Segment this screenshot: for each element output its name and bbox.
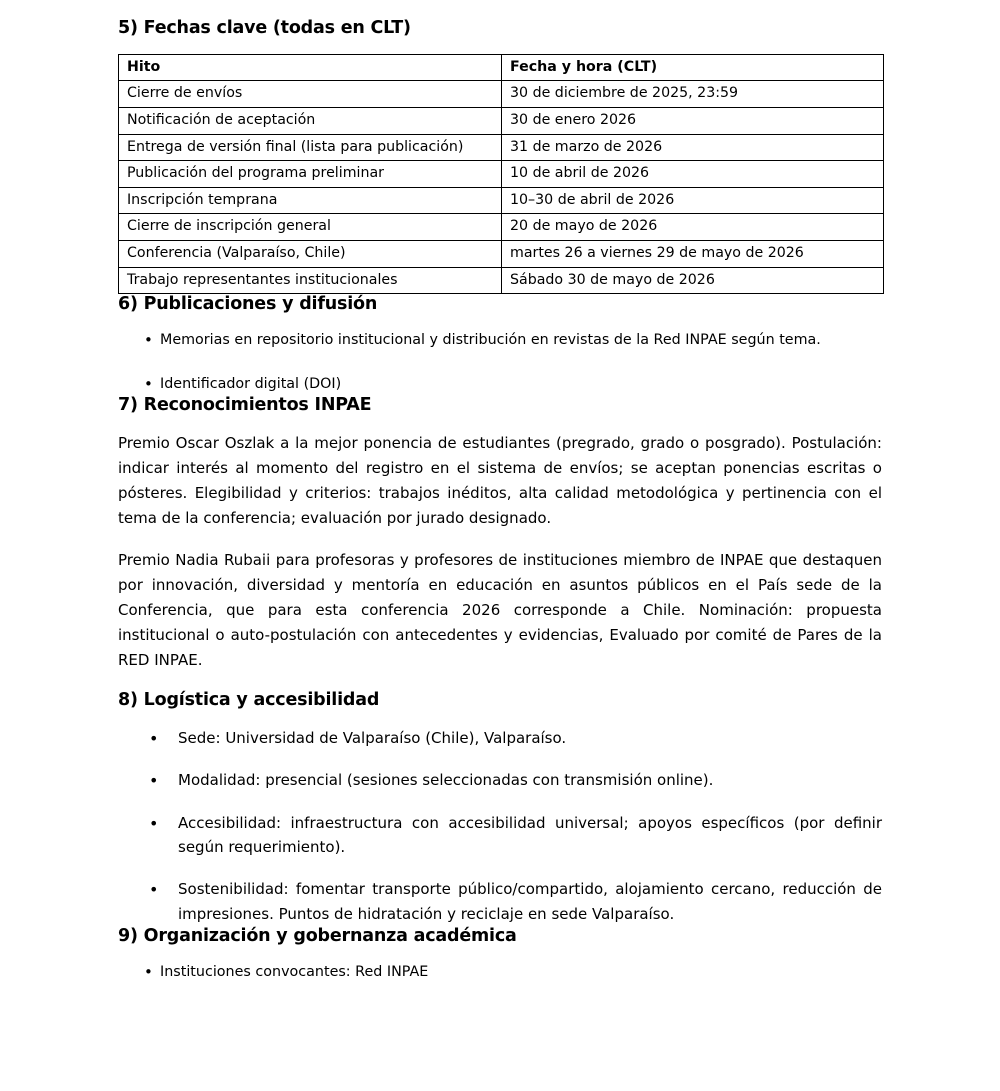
- cell-fecha: 10 de abril de 2026: [502, 161, 884, 188]
- section-heading-publicaciones: 6) Publicaciones y difusión: [118, 294, 378, 315]
- column-header-fecha: Fecha y hora (CLT): [502, 54, 884, 81]
- paragraph-premio-rubaii: Premio Nadia Rubaii para profesoras y profesores de instituciones miembro de INPAE que destaquen por innovación, diversidad y mentoría en educación en asuntos públicos en el País sede de la Conferencia, que para esta conferencia 2026 corresponde a Chile. Nominación: propuesta institucional o auto-postulación con antecedentes y evidencias, Evaluado por comité de Pares de la RED INPAE.: [118, 551, 882, 670]
- cell-fecha: 20 de mayo de 2026: [502, 214, 884, 241]
- cell-hito: Publicación del programa preliminar: [119, 161, 502, 188]
- key-dates-table: [118, 54, 884, 294]
- list-item: • Accesibilidad: infraestructura con accesibilidad universal; apoyos específicos (por definir según requerimiento).: [118, 811, 882, 860]
- organizacion-list: [118, 962, 882, 983]
- cell-fecha: martes 26 a viernes 29 de mayo de 2026: [502, 241, 884, 268]
- table-row: [119, 134, 884, 161]
- list-item: • Sede: Universidad de Valparaíso (Chile), Valparaíso.: [118, 726, 882, 750]
- cell-fecha: 30 de diciembre de 2025, 23:59: [502, 81, 884, 108]
- table-row: [119, 267, 884, 294]
- paragraph-premio-oszlak: Premio Oscar Oszlak a la mejor ponencia de estudiantes (pregrado, grado o posgrado). Postulación: indicar interés al momento del registro en el sistema de envíos; se aceptan ponencias escritas o pósteres. Elegibilidad y criterios: trabajos inéditos, alta calidad metodológica y pertinencia con el tema de la conferencia; evaluación por jurado designado.: [118, 433, 882, 527]
- table-row: [119, 108, 884, 135]
- cell-hito: Entrega de versión final (lista para publicación): [119, 134, 502, 161]
- list-item: • Instituciones convocantes: Red INPAE: [118, 962, 882, 983]
- table-row: [119, 241, 884, 268]
- cell-hito: Inscripción temprana: [119, 187, 502, 214]
- cell-fecha: 31 de marzo de 2026: [502, 134, 884, 161]
- list-item: • Memorias en repositorio institucional y distribución en revistas de la Red INPAE según tema.: [118, 330, 882, 351]
- section-heading-organizacion: 9) Organización y gobernanza académica: [118, 925, 517, 946]
- cell-hito: Cierre de envíos: [119, 81, 502, 108]
- section-heading-logistica: 8) Logística y accesibilidad: [118, 690, 380, 711]
- cell-fecha: 30 de enero 2026: [502, 108, 884, 135]
- table-row: [119, 81, 884, 108]
- cell-hito: Conferencia (Valparaíso, Chile): [119, 241, 502, 268]
- cell-hito: Trabajo representantes institucionales: [119, 267, 502, 294]
- table-row: [119, 214, 884, 241]
- column-header-hito: Hito: [119, 54, 502, 81]
- logistica-list: [118, 726, 882, 926]
- section-heading-fechas-clave: 5) Fechas clave (todas en CLT): [118, 18, 411, 38]
- list-item: • Identificador digital (DOI): [118, 374, 882, 395]
- list-item: • Modalidad: presencial (sesiones seleccionadas con transmisión online).: [118, 768, 882, 792]
- list-item: • Sostenibilidad: fomentar transporte público/compartido, alojamiento cercano, reducción de impresiones. Puntos de hidratación y reciclaje en sede Valparaíso.: [118, 877, 882, 926]
- cell-fecha: 10–30 de abril de 2026: [502, 187, 884, 214]
- cell-hito: Cierre de inscripción general: [119, 214, 502, 241]
- publicaciones-list: [118, 330, 882, 395]
- cell-hito: Notificación de aceptación: [119, 108, 502, 135]
- table-header-row: [119, 54, 884, 81]
- table-row: [119, 161, 884, 188]
- table-row: [119, 187, 884, 214]
- cell-fecha: Sábado 30 de mayo de 2026: [502, 267, 884, 294]
- section-heading-reconocimientos: 7) Reconocimientos INPAE: [118, 394, 372, 415]
